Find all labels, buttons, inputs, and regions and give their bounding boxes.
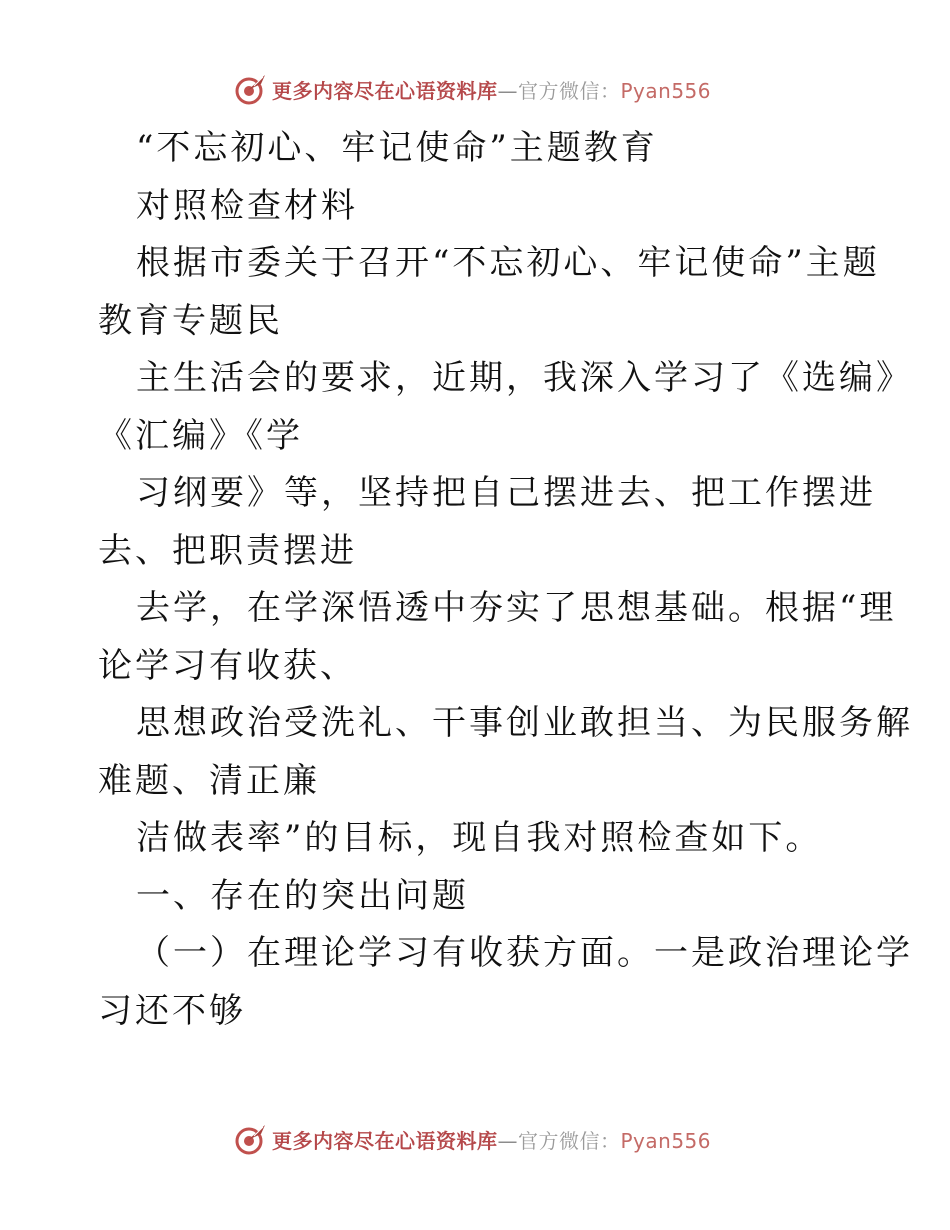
text-line: 洁做表率”的目标，现自我对照检查如下。 bbox=[136, 818, 823, 858]
banner-wechat-label: 官方微信： bbox=[518, 1128, 621, 1153]
quill-logo-icon bbox=[234, 1122, 268, 1156]
banner-site-name: 更多内容尽在心语资料库 bbox=[272, 78, 498, 103]
text-line: 论学习有收获、 bbox=[98, 645, 357, 686]
text-line: 习还不够 bbox=[98, 990, 246, 1031]
footer-banner bbox=[234, 1122, 754, 1156]
text-line: 对照检查材料 bbox=[136, 185, 358, 226]
text-line: 教育专题民 bbox=[98, 300, 283, 341]
document-body bbox=[98, 120, 913, 1040]
text-line: 一、存在的突出问题 bbox=[136, 875, 469, 916]
text-line: 去、把职责摆进 bbox=[98, 530, 357, 571]
text-line: 难题、清正廉 bbox=[98, 760, 320, 801]
quill-logo-icon bbox=[234, 72, 268, 106]
text-line: 去学，在学深悟透中夯实了思想基础。根据“理 bbox=[136, 588, 897, 628]
text-line: 主生活会的要求，近期，我深入学习了《选编》 bbox=[136, 358, 913, 398]
text-line: 根据市委关于召开“不忘初心、牢记使命”主题 bbox=[136, 243, 880, 283]
banner-wechat-label: 官方微信： bbox=[518, 78, 621, 103]
banner-text bbox=[272, 1125, 711, 1154]
banner-wechat-handle: Pyan556 bbox=[620, 78, 712, 103]
text-line: 思想政治受洗礼、干事创业敢担当、为民服务解 bbox=[136, 703, 913, 743]
banner-dash: — bbox=[497, 78, 518, 103]
header-banner bbox=[234, 72, 754, 106]
text-line: 习纲要》等，坚持把自己摆进去、把工作摆进 bbox=[136, 473, 876, 513]
text-line: 《汇编》《学 bbox=[98, 415, 303, 456]
banner-dash: — bbox=[497, 1128, 518, 1153]
banner-wechat-handle: Pyan556 bbox=[620, 1128, 712, 1153]
text-line: （一）在理论学习有收获方面。一是政治理论学 bbox=[136, 933, 913, 973]
text-line: “不忘初心、牢记使命”主题教育 bbox=[136, 128, 658, 168]
banner-site-name: 更多内容尽在心语资料库 bbox=[272, 1128, 498, 1153]
banner-text bbox=[272, 75, 711, 104]
